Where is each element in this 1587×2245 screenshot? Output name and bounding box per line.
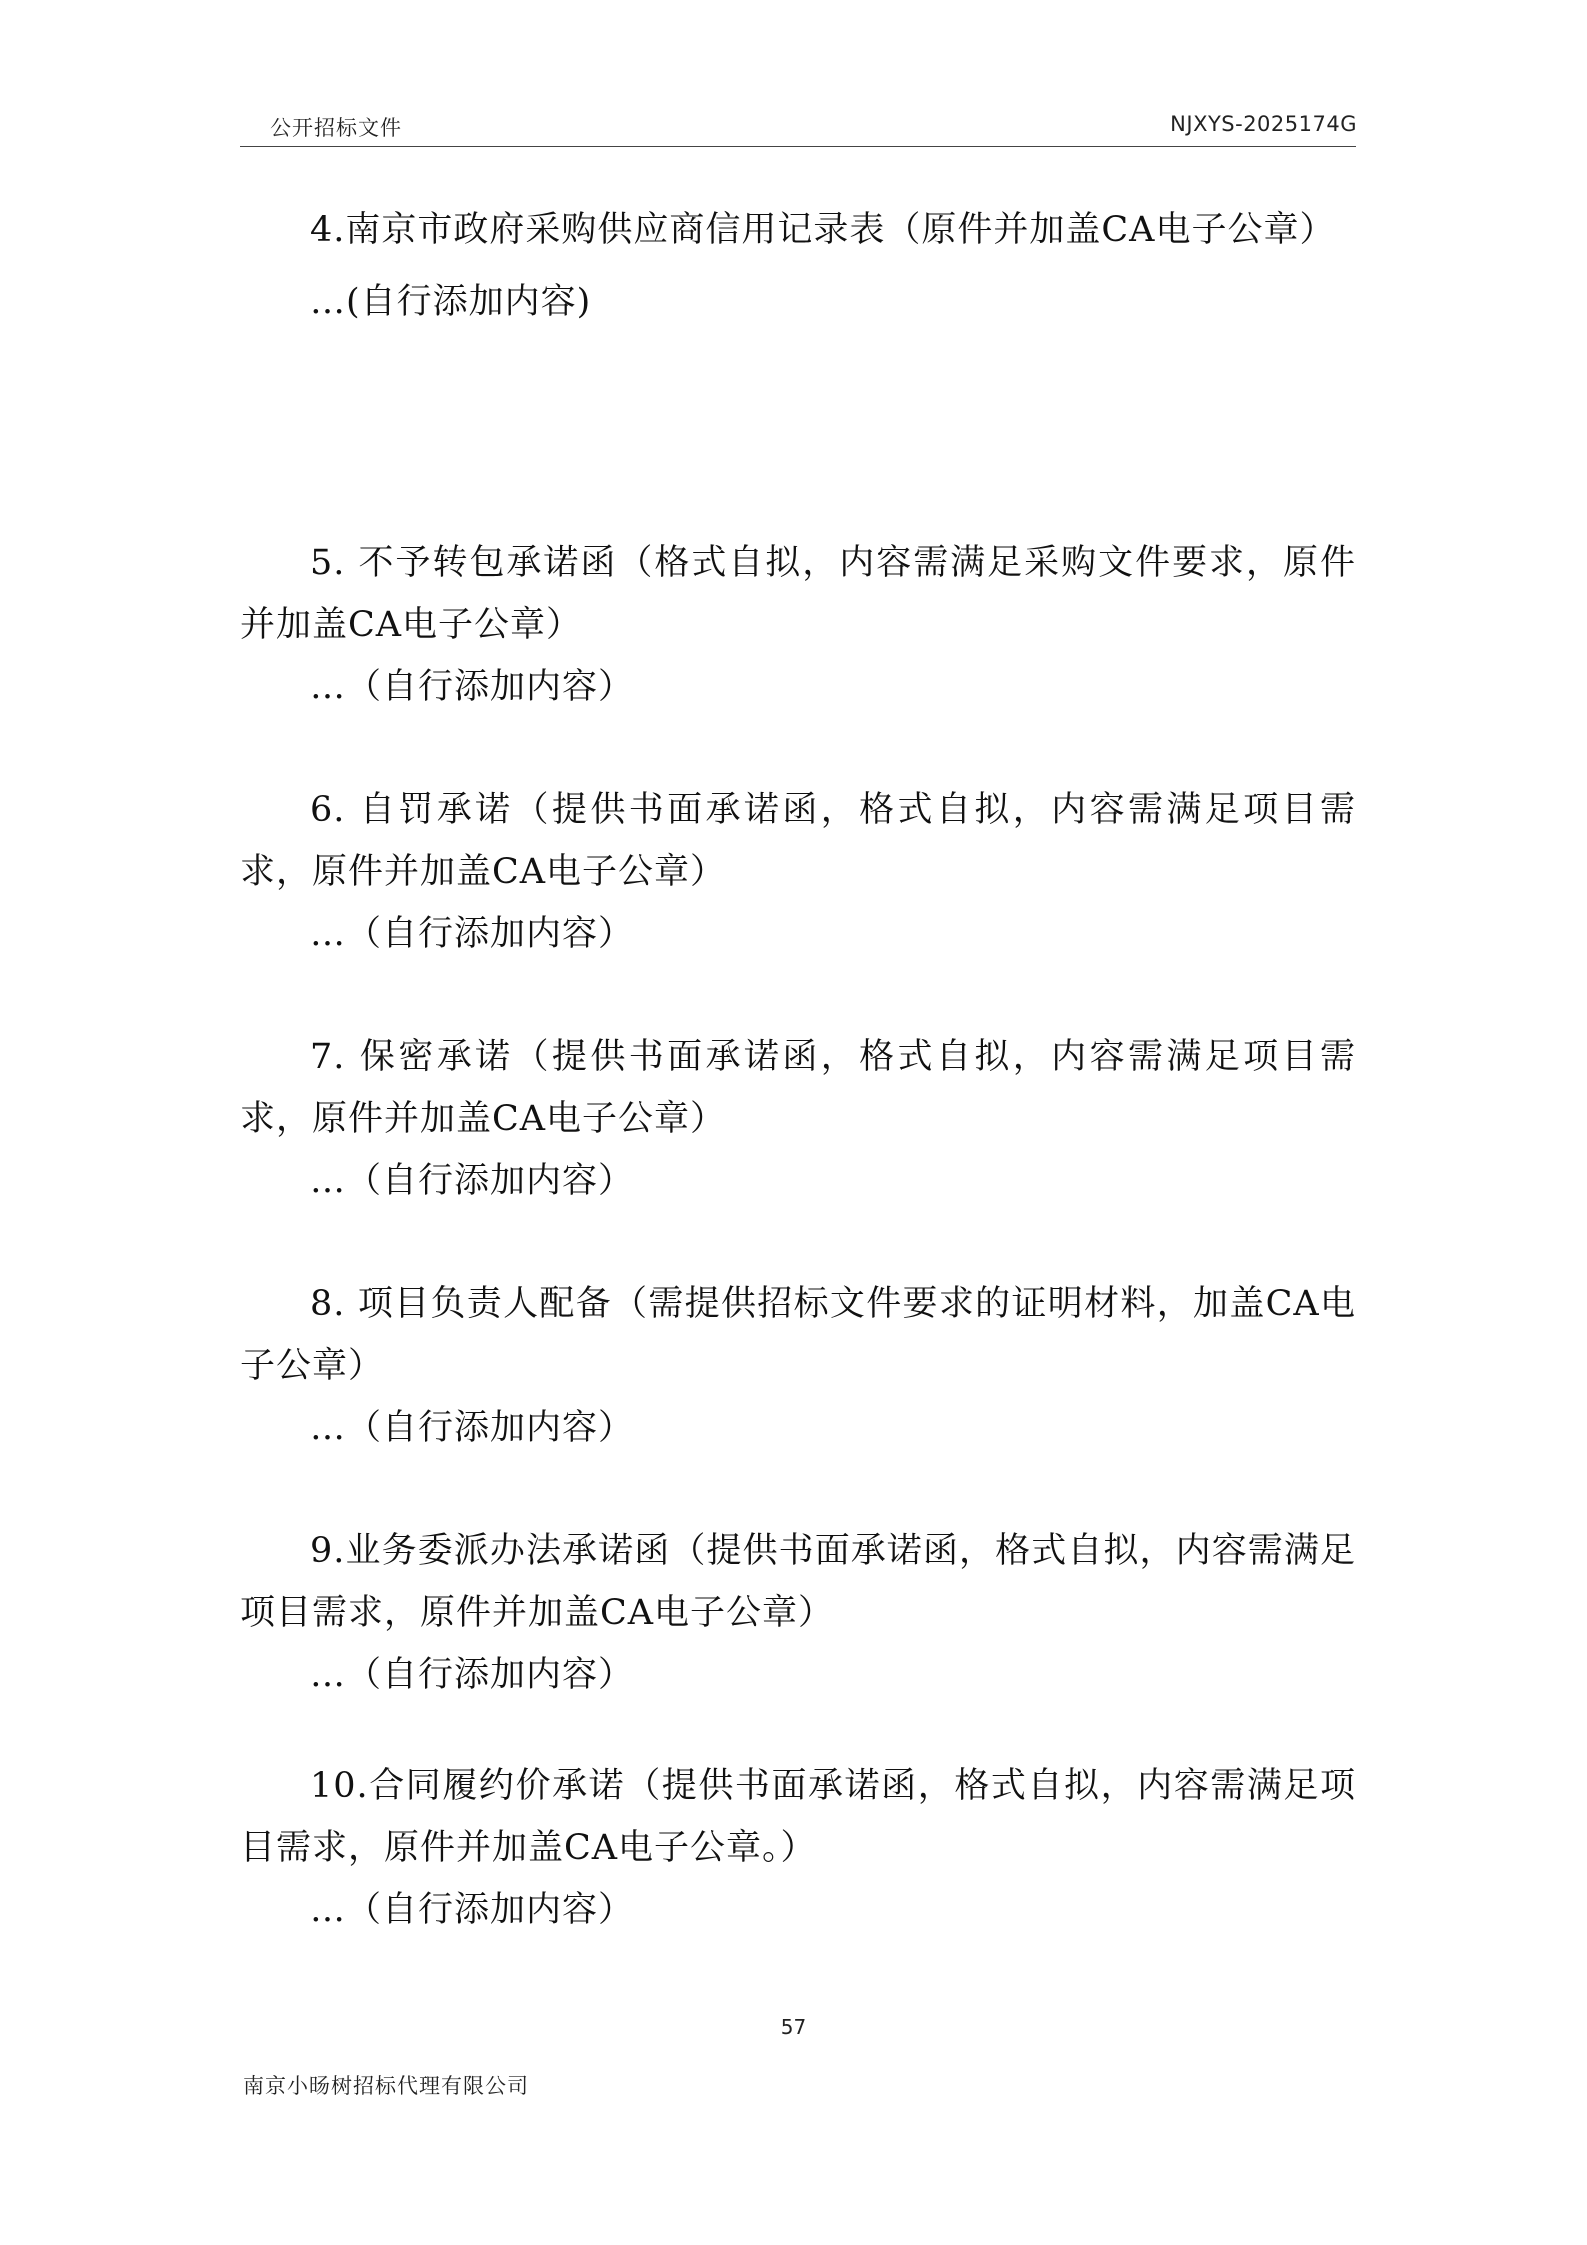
list-item xyxy=(240,532,1356,718)
item-text: 5. 不予转包承诺函（格式自拟，内容需满足采购文件要求，原件并加盖CA电子公章） xyxy=(240,543,1356,645)
header-divider xyxy=(240,146,1356,147)
header-project-code: NJXYS-2025174G xyxy=(1170,112,1357,136)
list-item xyxy=(240,1026,1356,1212)
list-item xyxy=(240,779,1356,965)
list-item xyxy=(240,199,1356,333)
add-content-placeholder: …（自行添加内容） xyxy=(310,1890,635,1930)
footer-company: 南京小旸树招标代理有限公司 xyxy=(243,2074,529,2098)
add-content-placeholder: …（自行添加内容） xyxy=(310,914,635,954)
item-text: 6. 自罚承诺（提供书面承诺函，格式自拟，内容需满足项目需求，原件并加盖CA电子公章） xyxy=(240,790,1356,892)
add-content-placeholder: …（自行添加内容） xyxy=(310,1655,635,1695)
list-item xyxy=(240,1273,1356,1459)
item-text: 8. 项目负责人配备（需提供招标文件要求的证明材料，加盖CA电子公章） xyxy=(240,1284,1356,1386)
add-content-placeholder: …（自行添加内容） xyxy=(310,1408,635,1448)
item-text: 10.合同履约价承诺（提供书面承诺函，格式自拟，内容需满足项目需求，原件并加盖CA电子公章。） xyxy=(240,1766,1356,1868)
list-item xyxy=(240,1755,1356,1941)
item-text: 7. 保密承诺（提供书面承诺函，格式自拟，内容需满足项目需求，原件并加盖CA电子公章） xyxy=(240,1037,1356,1139)
list-item xyxy=(240,1520,1356,1706)
add-content-placeholder: …(自行添加内容) xyxy=(310,282,592,322)
header-doc-type: 公开招标文件 xyxy=(270,116,402,140)
add-content-placeholder: …（自行添加内容） xyxy=(310,667,635,707)
item-text: 9.业务委派办法承诺函（提供书面承诺函，格式自拟，内容需满足项目需求，原件并加盖CA电子公章） xyxy=(240,1531,1356,1633)
page-number: 57 xyxy=(780,2015,807,2039)
item-text: 4.南京市政府采购供应商信用记录表（原件并加盖CA电子公章） xyxy=(310,210,1336,250)
add-content-placeholder: …（自行添加内容） xyxy=(310,1161,635,1201)
